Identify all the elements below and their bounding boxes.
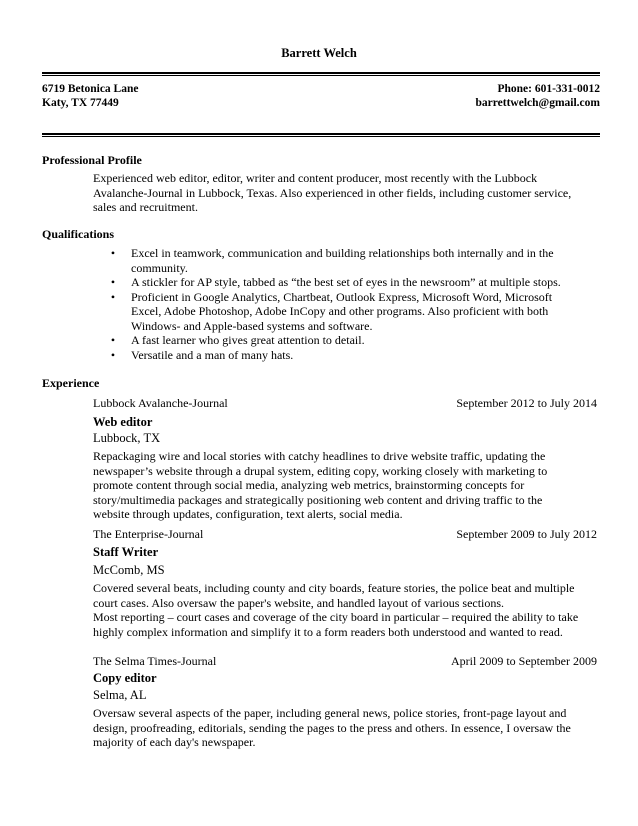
profile-text: Experienced web editor, editor, writer and content producer, most recently with the Lubbock Avalanche-Journal in Lubbock, Texas. Also experienced in other fields, including customer service, sales and recruitment. [93,171,572,214]
phone-number: Phone: 601-331-0012 [497,83,600,95]
job-dates: April 2009 to September 2009 [451,654,597,668]
list-item: • A stickler for AP style, tabbed as “the best set of eyes in the newsroom” at multiple stops. [119,275,583,290]
job-dates: September 2009 to July 2012 [456,527,597,541]
address-line-2: Katy, TX 77449 [42,97,119,109]
job-location: Selma, AL [93,688,147,702]
bullet-icon: • [110,289,116,304]
job-role: Web editor [93,415,153,429]
qualifications-list [110,246,583,362]
job-role: Copy editor [93,671,157,685]
job-employer: The Selma Times-Journal [93,654,217,668]
header-top-rule [42,72,600,76]
list-item: • Versatile and a man of many hats. [119,348,583,363]
job-header-row [93,654,597,669]
job-description-paragraph: Covered several beats, including county and city boards, feature stories, the police beat and multiple court cases. Also oversaw the paper's website, and handled layout of various sections. [93,581,575,610]
job-role: Staff Writer [93,545,159,559]
bullet-icon: • [110,275,116,289]
job-description [93,581,579,639]
job-location: Lubbock, TX [93,431,161,445]
address-line-1: 6719 Betonica Lane [42,83,139,95]
job-header-row [93,396,597,411]
section-title-qualifications: Qualifications [42,227,115,241]
job-description: Repackaging wire and local stories with catchy headlines to drive website traffic, updating the newspaper’s website through a drupal system, editing copy, working closely with marketing to promote content through social media, analyzing web metrics, brainstorming concepts for story/multimedia packages and strategically positioning web content and driving traffic to the website through updates, configuration, text alerts, social media. [93,449,548,521]
job-description: Oversaw several aspects of the paper, including general news, police stories, front-page layout and design, proofreading, editorials, sending the pages to the press and others. In essence, I oversaw the majority of each day's newspaper. [93,706,571,749]
job-dates: September 2012 to July 2014 [456,396,597,410]
section-title-profile: Professional Profile [42,153,142,167]
list-item: • Excel in teamwork, communication and building relationships both internally and in the community. [119,246,583,275]
email-address: barrettwelch@gmail.com [475,97,600,109]
job-description-paragraph: Most reporting – court cases and coverage of the city board in particular – required the ability to take highly complex information and simplify it to a form readers both understood and wanted to read. [93,610,579,639]
job-employer: Lubbock Avalanche-Journal [93,396,228,410]
address-block [42,82,138,110]
job-location: McComb, MS [93,563,165,577]
list-item: • A fast learner who gives great attention to detail. [119,333,583,348]
section-title-experience: Experience [42,376,100,390]
resume-name: Barrett Welch [281,46,357,60]
contact-block [476,82,601,110]
list-item: • Proficient in Google Analytics, Chartbeat, Outlook Express, Microsoft Word, Microsoft Excel, Adobe Photoshop, Adobe InCopy and other programs. Also proficient with both Windows- and Apple-based systems and software. [119,290,583,334]
job-header-row [93,527,597,542]
bullet-icon: • [110,333,116,347]
header-bottom-rule [42,133,600,137]
job-employer: The Enterprise-Journal [93,527,204,541]
bullet-icon: • [110,246,116,260]
bullet-icon: • [110,347,116,362]
